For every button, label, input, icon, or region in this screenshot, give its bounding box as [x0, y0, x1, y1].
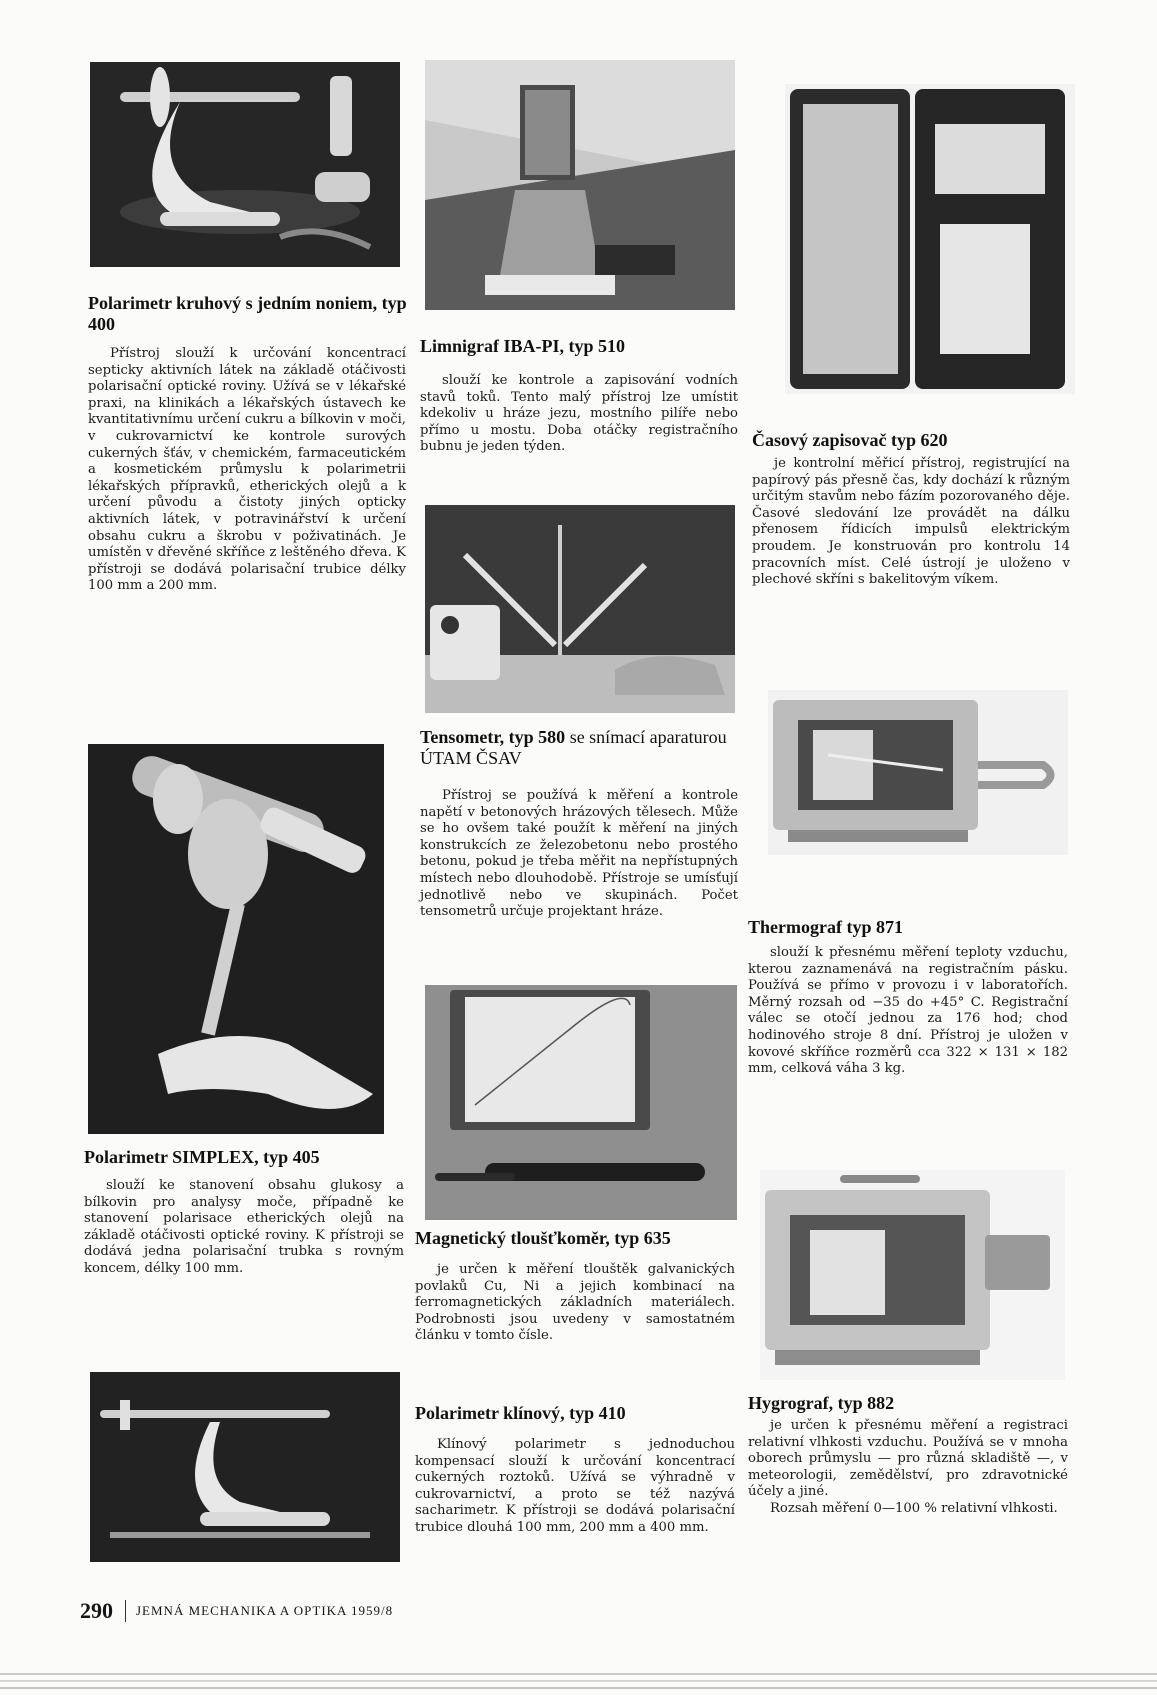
- photo-magneticky-tloustkomer-typ-635: [425, 985, 737, 1220]
- title-typ-580-suffix: se snímací aparaturou ÚTAM ČSAV: [420, 727, 727, 768]
- body-typ-882: [748, 1418, 1068, 1518]
- title-typ-871: Thermograf typ 871: [748, 917, 903, 937]
- photo-polarimetr-simplex-typ-405: [88, 744, 384, 1134]
- page-number: 290: [80, 1598, 113, 1623]
- body-typ-620: [752, 456, 1070, 589]
- title-typ-580: [420, 727, 740, 769]
- title-typ-580-main: Tensometr, typ 580: [420, 727, 566, 747]
- body-typ-635: [415, 1262, 735, 1345]
- title-typ-635: Magnetický tloušťkoměr, typ 635: [415, 1228, 671, 1248]
- title-typ-410: Polarimetr klínový, typ 410: [415, 1403, 626, 1423]
- body-typ-410: [415, 1437, 735, 1537]
- body-typ-882-range: Rozsah měření 0—100 % relativní vlhkosti.: [770, 1500, 1058, 1516]
- title-typ-400: Polarimetr kruhový s jedním noniem, typ 400: [88, 293, 407, 334]
- body-typ-510-text: slouží ke kontrole a zapisování vodních stavů toků. Tento malý přístroj lze umístit kdekoliv u hráze jezu, mostního pilíře nebo přímo u mostu. Doba otáčky registračního bubnu je jeden týden.: [420, 373, 738, 455]
- body-typ-580: [420, 788, 738, 921]
- photo-hygrograf-typ-882: [760, 1170, 1065, 1380]
- title-typ-882: Hygrograf, typ 882: [748, 1393, 895, 1413]
- body-typ-400-text: Přístroj slouží k určování koncentrací septicky aktivních látek na základě otáčivosti polarisační optické roviny. Užívá se v lékařské praxi, na klinikách a lékařských ústavech ke kvantitativnímu určení cukru a bílkovin v moči, v cukrovarnictví ke kontrole surových cukerných šťáv, v chemickém, farmaceutickém a kosmetickém průmyslu k polarimetrii lékařských přípravků, etherických olejů a k určení původu a čistoty jiných opticky aktivních látek, v potravinářství k určení obsahu cukru a škrobu v poživatinách. Je umístěn v dřevěné skříňce z leštěného dřeva. K přístroji se dodává polarisační trubice délky 100 mm a 200 mm.: [88, 346, 406, 594]
- body-typ-882-text: je určen k přesnému měření a registraci relativní vlhkosti vzduchu. Používá se v mnoha oborech průmyslu — pro různá skladiště —, v meteorologii, zemědělství, pro zdravotnické účely a jiné.: [748, 1418, 1068, 1500]
- body-typ-405-text: slouží ke stanovení obsahu glukosy a bílkovin pro analysy moče, případně ke stanovení polarisace etherických olejů na základě otáčivosti optické roviny. K přístroji se dodává jedna polarisační trubka s rovným koncem, délky 100 mm.: [84, 1178, 404, 1276]
- body-typ-580-text: Přístroj se používá k měření a kontrole napětí v betonových hrázových tělesech. Může se ho ovšem také použít k měření na jiných konstrukcích ze železobetonu nebo prostého betonu, pokud je třeba měřit na nepřístupných místech nebo dlouhodobě. Přístroje se umísťují jednotlivě nebo ve skupinách. Počet tensometrů určuje projektant hráze.: [420, 788, 738, 920]
- body-typ-620-text: je kontrolní měřicí přístroj, registrující na papírový pás přesně čas, kdy dochází k různým určitým stavům nebo fázím pozorovaného děje. Časové sledování lze provádět na dálku přenosem řídicích impulsů elektrickým proudem. Je konstruován pro kontrolu 14 pracovních míst. Celé ústrojí je uloženo v plechové skříni s bakelitovým víkem.: [752, 456, 1070, 588]
- body-typ-510: [420, 373, 738, 456]
- body-typ-405: [84, 1178, 404, 1278]
- body-typ-871-text: slouží k přesnému měření teploty vzduchu, kterou zaznamenává na registračním pásku. Používá se přímo v provozu i v laboratořích. Měrný rozsah od −35 do +45° C. Registrační válec se otočí jednou za 176 hod; chod hodinového stroje 8 dní. Přístroj je uložen v kovové skříňce rozměrů cca 322 × 131 × 182 mm, celková váha 3 kg.: [748, 945, 1068, 1077]
- photo-polarimetr-typ-400: [90, 62, 400, 267]
- title-typ-405: Polarimetr SIMPLEX, typ 405: [84, 1147, 320, 1167]
- photo-limnigraf-typ-510: [425, 60, 735, 310]
- footer-divider: [125, 1600, 126, 1622]
- body-typ-410-text: Klínový polarimetr s jednoduchou kompensací slouží k určování koncentrací cukerných roztoků. Užívá se výhradně v cukrovarnictví, a proto se též nazývá sacharimetr. K přístroji se dodává polarisační trubice dlouhá 100 mm, 200 mm a 400 mm.: [415, 1437, 735, 1535]
- body-typ-635-text: je určen k měření tlouštěk galvanických povlaků Cu, Ni a jejich kombinací na ferromagnetických základních materiálech. Podrobnosti jsou uvedeny v samostatném článku v tomto čísle.: [415, 1262, 735, 1344]
- page-footer: [80, 1599, 393, 1623]
- title-typ-510: Limnigraf IBA-PI, typ 510: [420, 336, 626, 356]
- body-typ-400: [88, 346, 406, 595]
- body-typ-871: [748, 945, 1068, 1078]
- title-typ-620: Časový zapisovač typ 620: [752, 430, 948, 450]
- photo-tensometr-typ-580: [425, 505, 735, 713]
- photo-thermograf-typ-871: [768, 690, 1068, 855]
- photo-polarimetr-klinovy-typ-410: [90, 1372, 400, 1562]
- scan-edge-lines: [0, 1672, 1157, 1695]
- journal-title: JEMNÁ MECHANIKA A OPTIKA 1959/8: [136, 1603, 394, 1618]
- photo-casovy-zapisovac-typ-620: [785, 84, 1075, 394]
